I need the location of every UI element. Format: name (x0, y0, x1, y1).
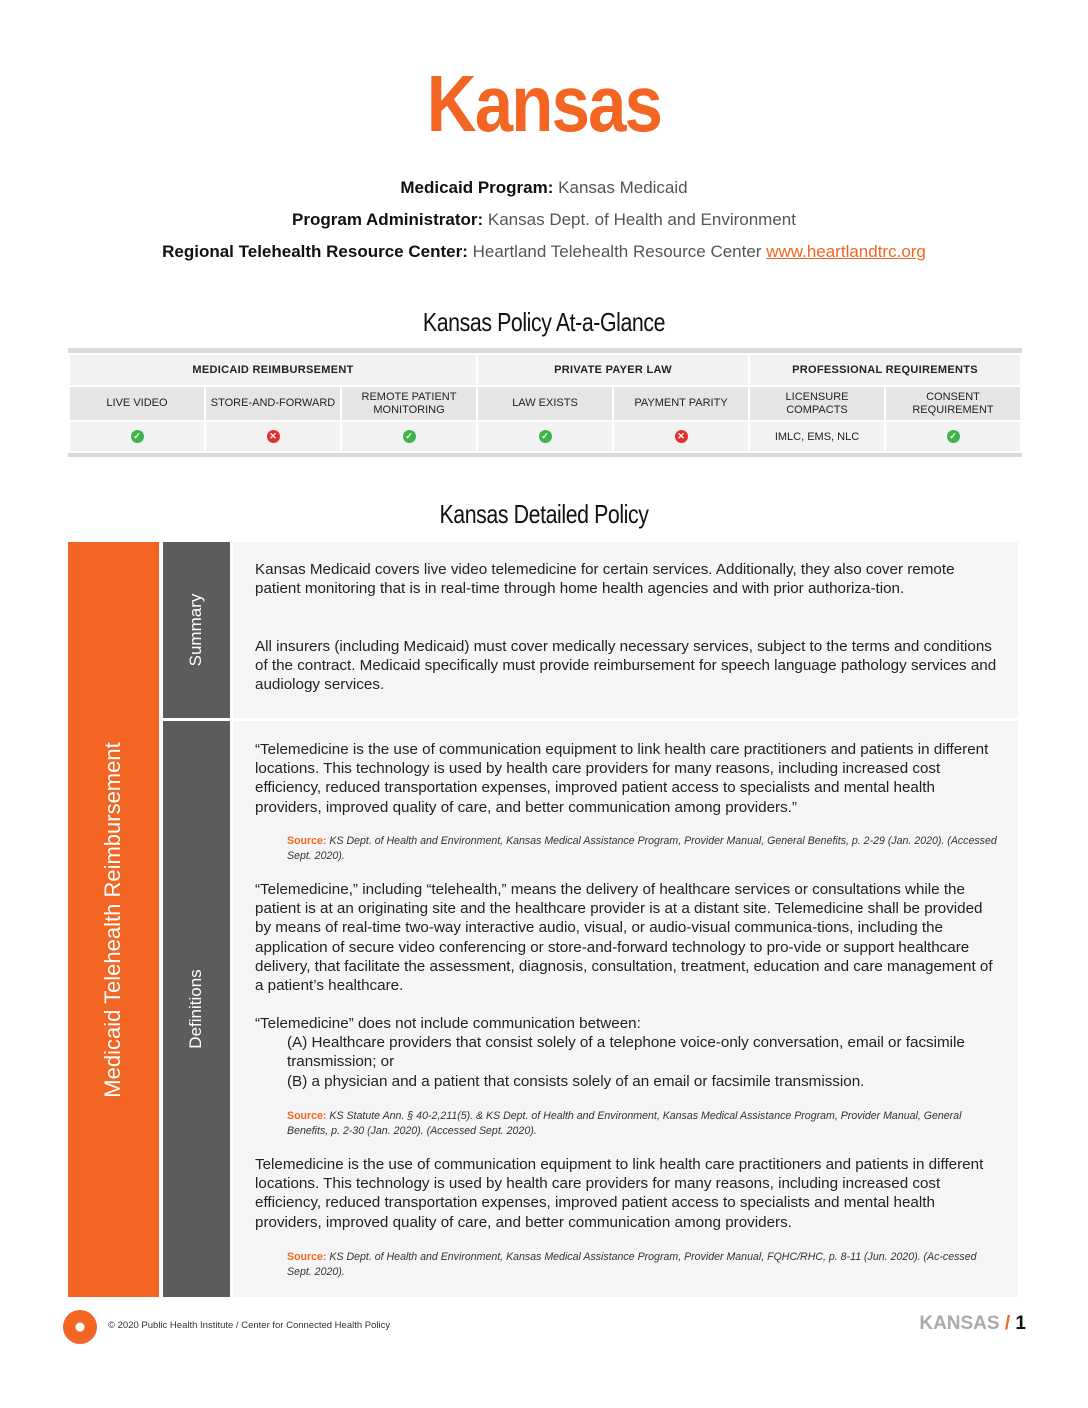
source-note-3 (287, 1250, 1002, 1280)
definitions-sidebar (163, 721, 230, 1297)
cross-icon: ✕ (267, 430, 280, 443)
definitions-label: Definitions (186, 969, 205, 1049)
col-live-video: LIVE VIDEO (70, 387, 204, 420)
val-remote-patient-monitoring (342, 422, 476, 451)
program-admin-label: Program Administrator: (292, 210, 484, 229)
col-law-exists: LAW EXISTS (478, 387, 612, 420)
rtrc-value: Heartland Telehealth Resource Center (472, 242, 762, 261)
category-sidebar (68, 542, 159, 1297)
footer-copyright: © 2020 Public Health Institute / Center for Connected Health Policy (108, 1320, 391, 1331)
group-medicaid-reimbursement: MEDICAID REIMBURSEMENT (70, 355, 476, 385)
val-consent-requirement (886, 422, 1020, 451)
source-note-1 (287, 834, 1002, 864)
col-consent-requirement: CONSENT REQUIREMENT (886, 387, 1020, 420)
definition-paragraph-4: Telemedicine is the use of communication equipment to link health care practitioners and patients in different locations. This technology is used by health care providers for many reasons, including increased cost efficiency, reduced transportation expenses, improved patient access to specialists and mental health providers, improved quality of care, and better communication among providers. (255, 1156, 984, 1231)
program-admin-line (0, 210, 1088, 230)
rtrc-line (0, 242, 1088, 262)
source-label: Source: (287, 1251, 327, 1263)
check-icon: ✓ (403, 430, 416, 443)
col-licensure-compacts: LICENSURE COMPACTS (750, 387, 884, 420)
footer-state: KANSAS (919, 1313, 1000, 1334)
rtrc-link[interactable]: www.heartlandtrc.org (766, 242, 926, 261)
rtrc-label: Regional Telehealth Resource Center: (162, 242, 468, 261)
definition-paragraph-3: “Telemedicine” does not include communication between: (255, 1015, 641, 1032)
program-admin-value: Kansas Dept. of Health and Environment (487, 210, 796, 229)
detailed-title: Kansas Detailed Policy (439, 499, 649, 529)
source-text-2: KS Statute Ann. § 40-2,211(5). & KS Dept. of Health and Environment, Kansas Medical Assistance Program, Provider Manual, General Benefits, p. 2-30 (Jan. 2020). (Accessed Sept. 2020). (287, 1110, 962, 1137)
source-label: Source: (287, 835, 327, 847)
col-remote-patient-monitoring: REMOTE PATIENT MONITORING (342, 387, 476, 420)
group-professional-requirements: PROFESSIONAL REQUIREMENTS (750, 355, 1020, 385)
source-label: Source: (287, 1110, 327, 1122)
source-text-1: KS Dept. of Health and Environment, Kansas Medical Assistance Program, Provider Manual, General Benefits, p. 2-29 (Jan. 2020). (Accessed Sept. 2020). (287, 835, 997, 862)
summary-label: Summary (186, 593, 205, 667)
source-note-2 (287, 1109, 1002, 1139)
medicaid-program-value: Kansas Medicaid (558, 178, 688, 197)
summary-paragraph-1: Kansas Medicaid covers live video telemedicine for certain services. Additionally, they also cover remote patient monitoring that is in real-time through home health agencies and with prior authoriza-tion. (255, 561, 955, 598)
footer-page-number: 1 (1015, 1313, 1026, 1334)
check-icon: ✓ (539, 430, 552, 443)
val-licensure-compacts: IMLC, EMS, NLC (750, 422, 884, 451)
val-law-exists (478, 422, 612, 451)
check-icon: ✓ (131, 430, 144, 443)
col-payment-parity: PAYMENT PARITY (614, 387, 748, 420)
category-label: Medicaid Telehealth Reimbursement (100, 742, 125, 1098)
medicaid-program-label: Medicaid Program: (400, 178, 554, 197)
summary-paragraph-2: All insurers (including Medicaid) must cover medically necessary services, subject to the terms and conditions of the contract. Medicaid specifically must provide reimbursement for speech language pathology services and audiology services. (255, 638, 997, 694)
definition-paragraph-2: “Telemedicine,” including “telehealth,” means the delivery of healthcare services or consultations while the patient is at an originating site and the healthcare provider is at a distant site. Telemedicine shall be provided by means of real-time two-way interactive audio, visual, or audio-visual communica-tions, including the application of secure video conferencing or store-and-forward technology to pro-vide or support healthcare delivery, that facilitate the assessment, diagnosis, consultation, treatment, education and care management of a patient’s healthcare. (255, 881, 993, 995)
definition-item-a: (A) Healthcare providers that consist solely of a telephone voice-only conversation, email or facsimile transmission; or (287, 1034, 965, 1071)
cross-icon: ✕ (675, 430, 688, 443)
definition-item-b: (B) a physician and a patient that consists solely of an email or facsimile transmission. (287, 1073, 865, 1090)
source-text-3: KS Dept. of Health and Environment, Kansas Medical Assistance Program, Provider Manual, FQHC/RHC, p. 8-11 (Jun. 2020). (Ac-cessed Sept. 2020). (287, 1251, 977, 1278)
page-title: Kansas (426, 59, 662, 148)
phi-logo-icon (63, 1310, 97, 1344)
val-live-video (70, 422, 204, 451)
medicaid-program-line (0, 178, 1088, 198)
summary-sidebar (163, 542, 230, 718)
group-private-payer-law: PRIVATE PAYER LAW (478, 355, 748, 385)
col-store-and-forward: STORE-AND-FORWARD (206, 387, 340, 420)
val-store-and-forward (206, 422, 340, 451)
val-payment-parity (614, 422, 748, 451)
footer-page-label (919, 1313, 1026, 1335)
definition-paragraph-1: “Telemedicine is the use of communication equipment to link health care practitioners and patients in different locations. This technology is used by health care providers for many reasons, including increased cost efficiency, reduced transportation expenses, improved patient access to specialists and mental health providers, improved quality of care, and better communication among providers.” (255, 741, 989, 816)
glance-title: Kansas Policy At-a-Glance (422, 307, 666, 337)
footer-slash: / (1004, 1313, 1011, 1334)
check-icon: ✓ (947, 430, 960, 443)
policy-glance-table (68, 348, 1022, 457)
